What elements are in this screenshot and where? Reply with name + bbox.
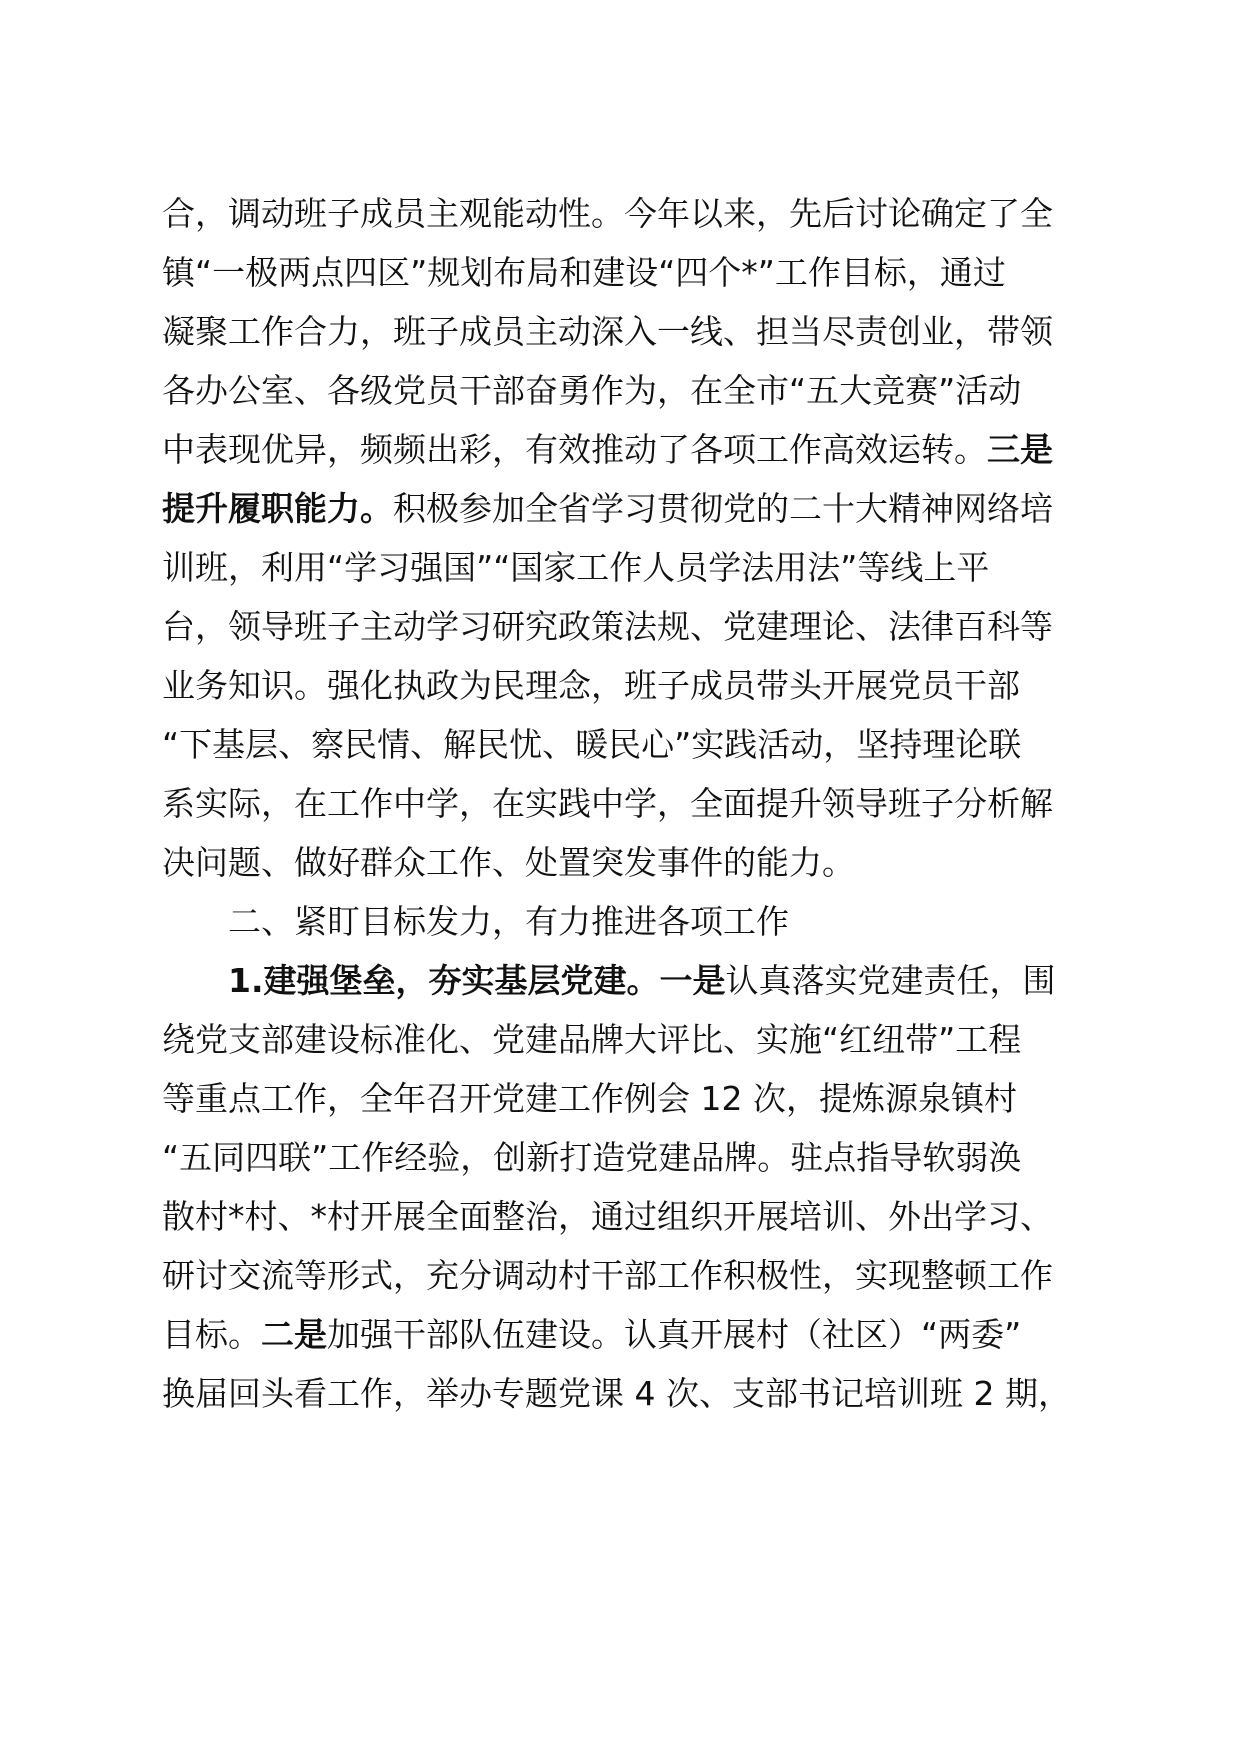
text-line [162, 1079, 1017, 1119]
text-line [162, 607, 1053, 647]
text-segment: 积极参加全省学习贯彻党的二十大精神网络培 [393, 489, 1053, 528]
text-segment: 研讨交流等形式，充分调动村干部工作积极性，实现整顿工作 [162, 1256, 1053, 1295]
text-line [162, 194, 1053, 234]
text-segment: 决问题、做好群众工作、处置突发事件的能力。 [162, 843, 855, 882]
text-segment: 凝聚工作合力，班子成员主动深入一线、担当尽责创业，带领 [162, 312, 1053, 351]
text-line [162, 1197, 1053, 1237]
text-segment: 等重点工作，全年召开党建工作例会 12 次，提炼源泉镇村 [162, 1079, 1017, 1118]
text-segment: 绕党支部建设标准化、党建品牌大评比、实施“红纽带”工程 [162, 1020, 1022, 1059]
text-segment: 镇“一极两点四区”规划布局和建设“四个*”工作目标，通过 [162, 253, 1006, 292]
text-line [162, 666, 1020, 706]
section-heading [228, 902, 789, 942]
text-segment: 训班，利用“学习强国”“国家工作人员学法用法”等线上平 [162, 548, 990, 587]
bold-keyword: 一是 [659, 961, 726, 1000]
bold-keyword: 提升履职能力。 [162, 489, 393, 528]
text-segment: 各办公室、各级党员干部奋勇作为，在全市“五大竞赛”活动 [162, 371, 1022, 410]
text-line [228, 961, 1056, 1001]
text-line [162, 843, 855, 883]
text-line [162, 253, 1006, 293]
text-line [162, 430, 1053, 470]
text-segment: 加强干部队伍建设。认真开展村（社区）“两委” [327, 1315, 1022, 1354]
text-segment: 换届回头看工作，举办专题党课 4 次、支部书记培训班 2 期， [162, 1374, 1071, 1413]
text-line [162, 371, 1021, 411]
text-segment: 中表现优异，频频出彩，有效推动了各项工作高效运转。 [162, 430, 987, 469]
text-segment: 散村*村、*村开展全面整治，通过组织开展培训、外出学习、 [162, 1197, 1053, 1236]
text-line [162, 1020, 1021, 1060]
bold-keyword: 三是 [987, 430, 1053, 469]
text-segment: 认真落实党建责任，围 [725, 961, 1056, 1000]
text-segment: 系实际，在工作中学，在实践中学，全面提升领导班子分析解 [162, 784, 1053, 823]
text-segment: 业务知识。强化执政为民理念，班子成员带头开展党员干部 [162, 666, 1020, 705]
bold-keyword: 二是 [261, 1315, 327, 1354]
bold-keyword: 1.建强堡垒，夯实基层党建。 [228, 961, 660, 1000]
text-segment: 二、紧盯目标发力，有力推进各项工作 [228, 902, 789, 941]
text-segment: 合，调动班子成员主观能动性。今年以来，先后讨论确定了全 [162, 194, 1053, 233]
text-line [162, 489, 1053, 529]
text-segment: 台，领导班子主动学习研究政策法规、党建理论、法律百科等 [162, 607, 1053, 646]
text-line [162, 312, 1053, 352]
text-line [162, 1315, 1021, 1355]
text-line [162, 784, 1053, 824]
text-line [162, 1256, 1053, 1296]
text-segment: “下基层、察民情、解民忧、暖民心”实践活动，坚持理论联 [162, 725, 1022, 764]
text-line [162, 1374, 1071, 1414]
text-segment: “五同四联”工作经验，创新打造党建品牌。驻点指导软弱涣 [162, 1138, 1022, 1177]
text-line [162, 1138, 1021, 1178]
text-segment: 目标。 [162, 1315, 261, 1354]
text-line [162, 548, 989, 588]
text-line [162, 725, 1021, 765]
